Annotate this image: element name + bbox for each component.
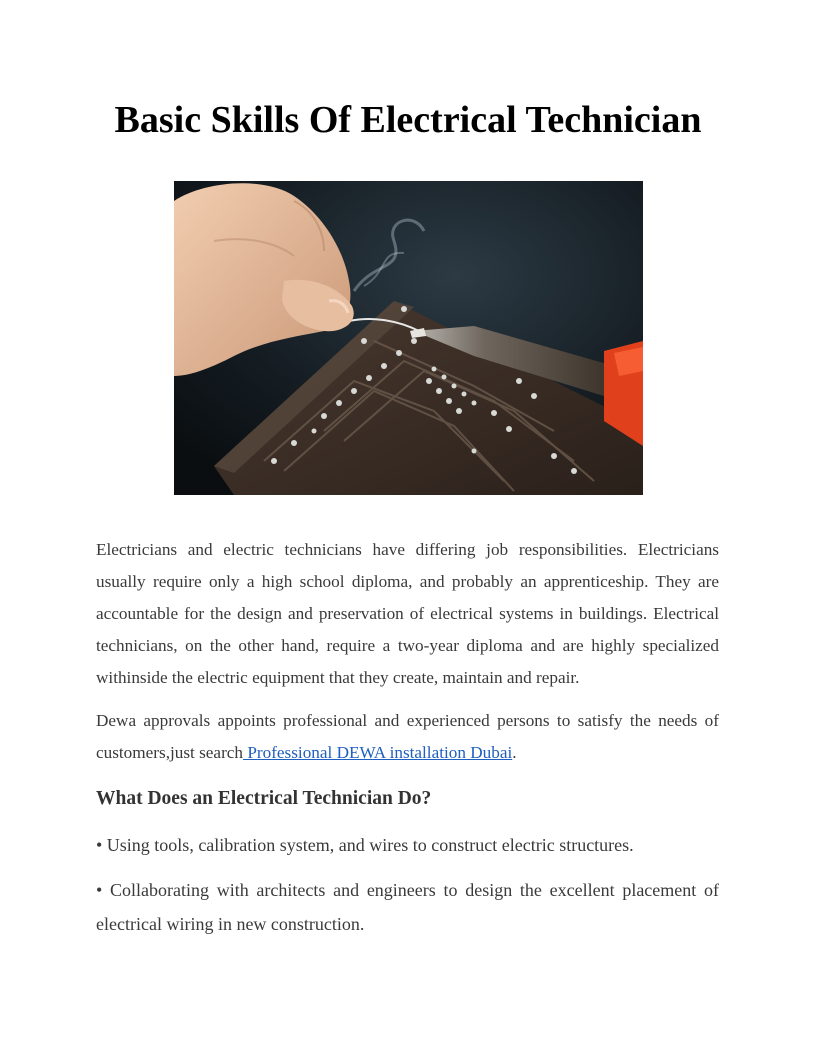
dewa-paragraph-end: .: [512, 743, 517, 762]
dewa-paragraph-text: Dewa approvals appoints professional and experienced persons to satisfy the needs of customers,just search: [96, 711, 719, 762]
bullet-item-collaborating: • Collaborating with architects and engineers to design the excellent placement of electrical wiring in new construction.: [96, 880, 719, 934]
page-title: Basic Skills Of Electrical Technician: [114, 99, 702, 141]
bullet-item-tools: • Using tools, calibration system, and wires to construct electric structures.: [96, 835, 634, 855]
dewa-paragraph: [96, 705, 719, 769]
section-heading: What Does an Electrical Technician Do?: [96, 788, 432, 809]
intro-paragraph: Electricians and electric technicians have differing job responsibilities. Electricians usually require only a high school diploma, and probably an apprenticeship. They are accountable for the design and preservation of electrical systems in buildings. Electrical technicians, on the other hand, require a two-year diploma and are highly specialized withinside the electric equipment that they create, maintain and repair.: [96, 540, 719, 687]
dewa-installation-link[interactable]: Professional DEWA installation Dubai: [243, 743, 513, 762]
soldering-circuit-board-photo: [174, 181, 643, 495]
